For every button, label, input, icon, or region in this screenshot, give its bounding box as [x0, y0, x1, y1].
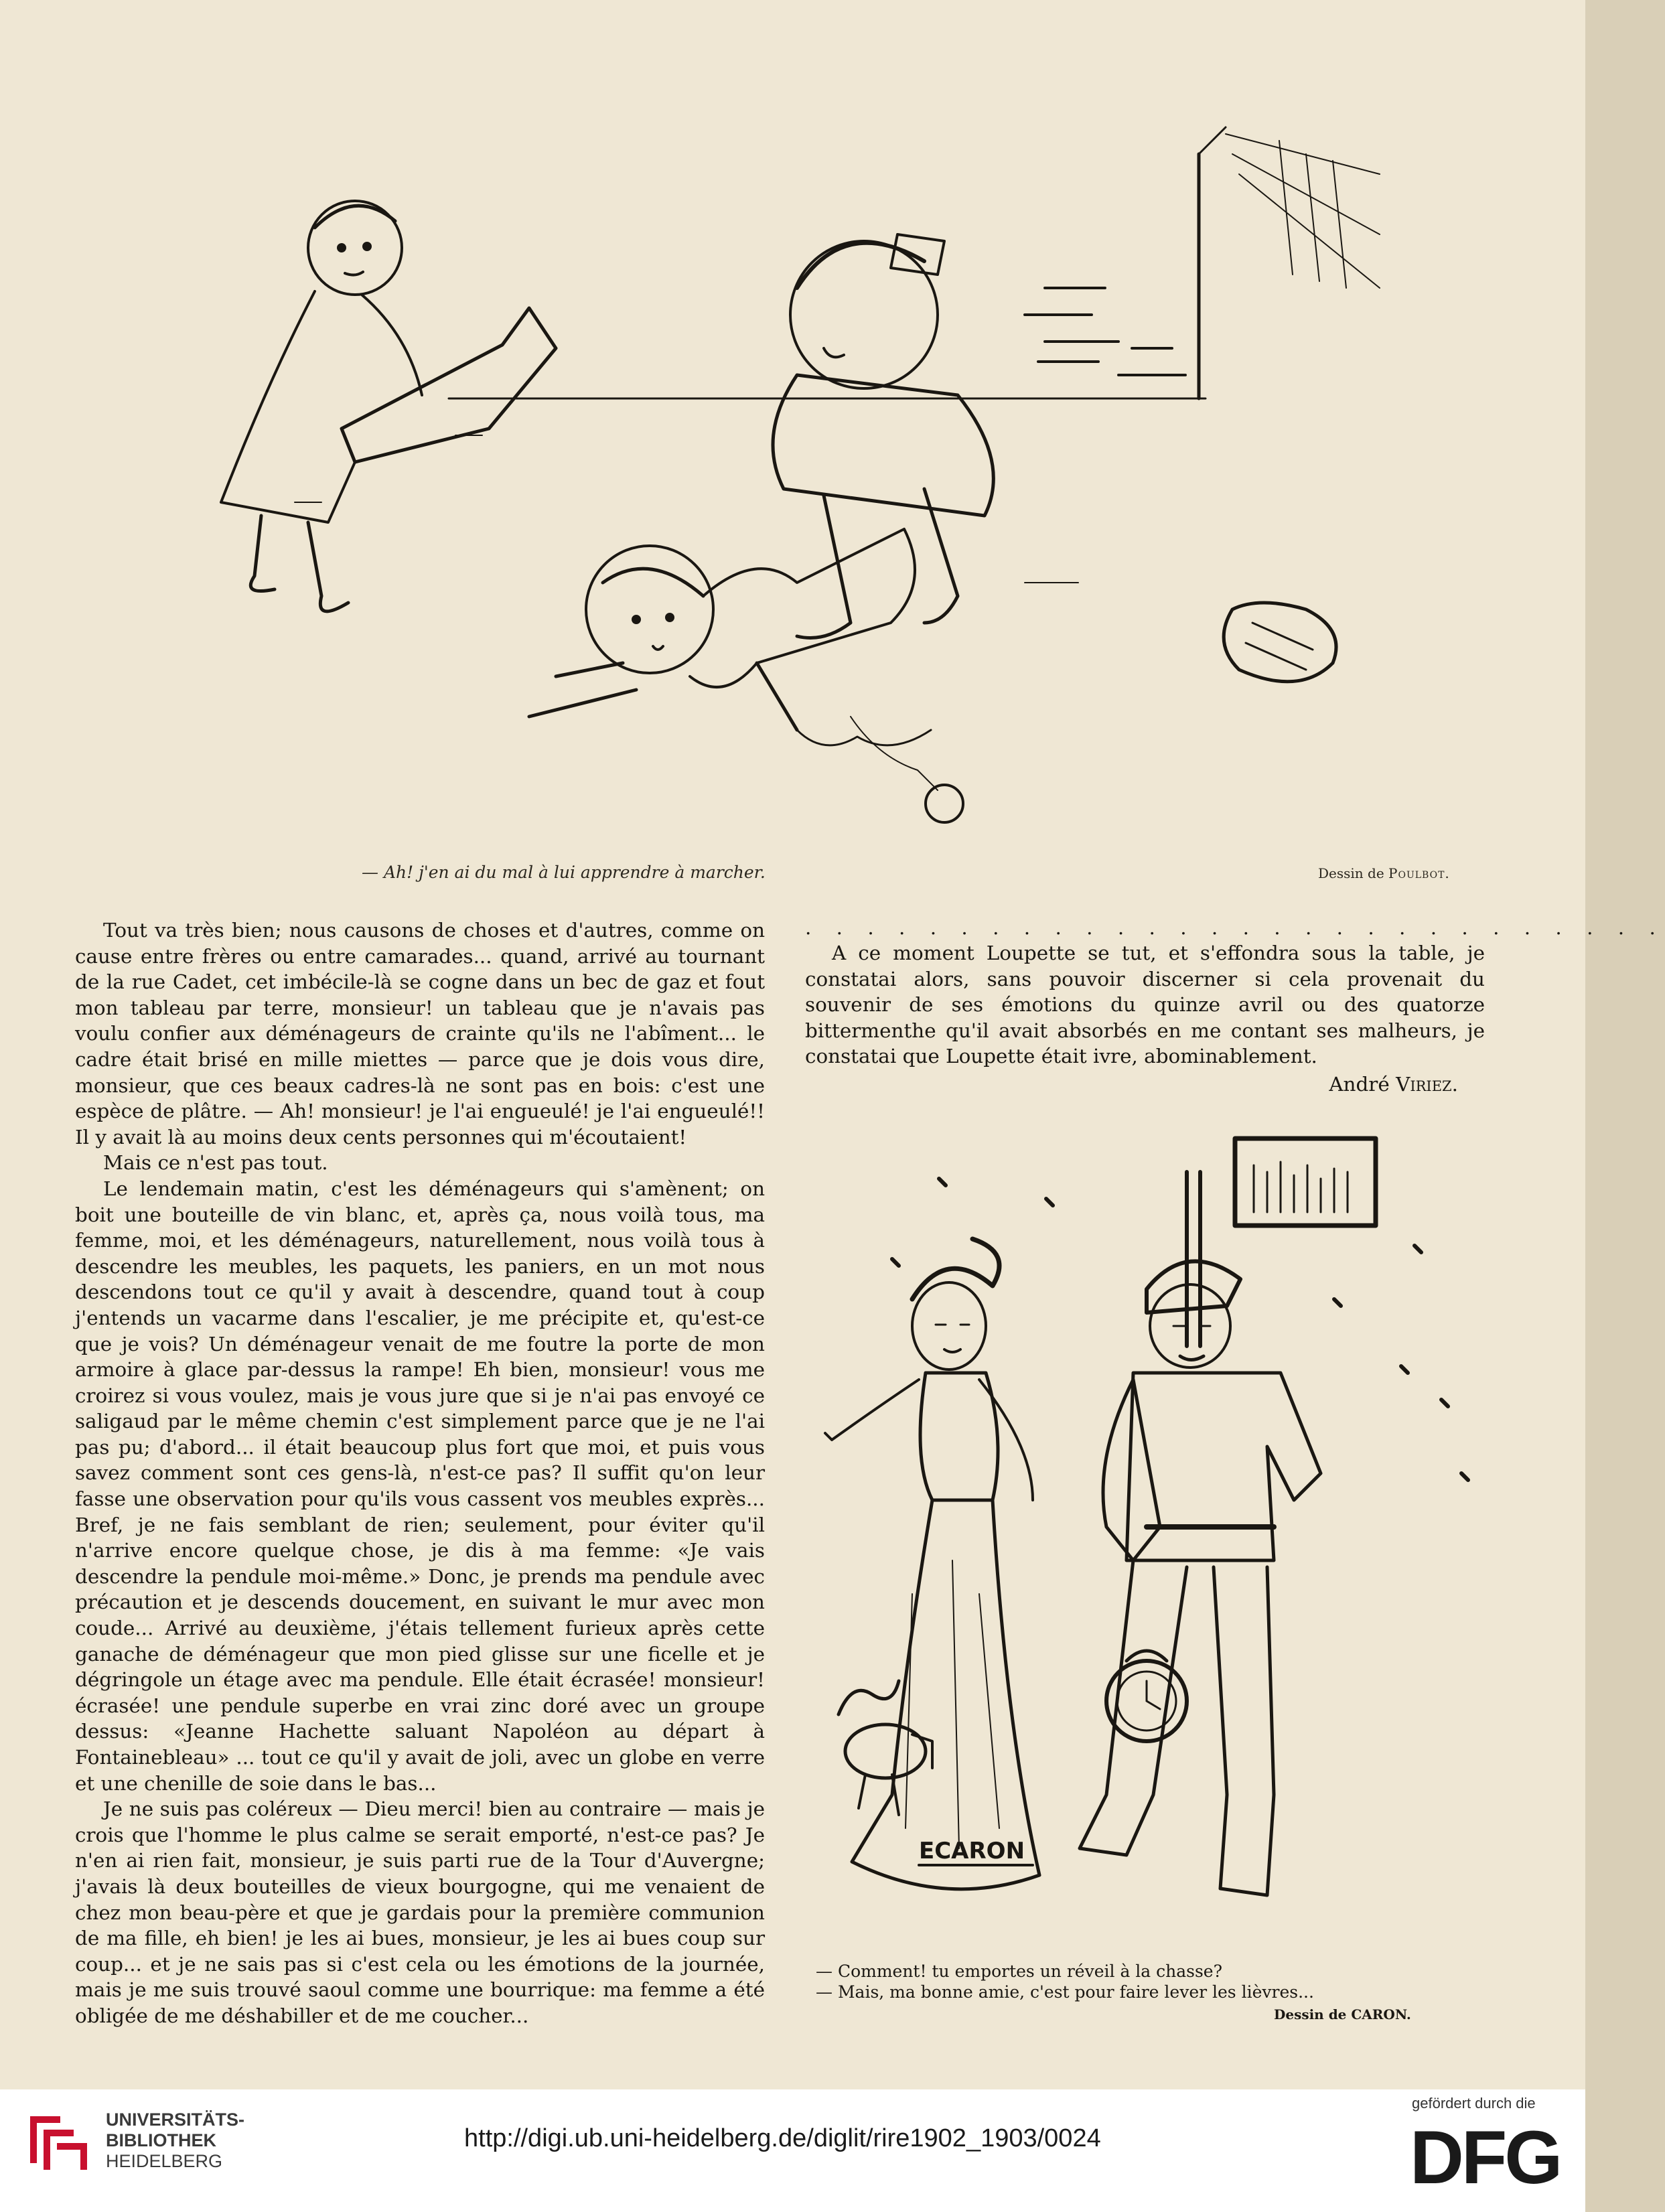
source-url-link[interactable]: http://digi.ub.uni-heidelberg.de/diglit/rire1902_1903/0024 [464, 2124, 1101, 2152]
dfg-logo [1410, 2116, 1564, 2199]
paragraph: Tout va très bien; nous causons de choses et d'autres, comme on cause entre frères ou entre camarades... quand, arrivé au tournant de la rue Cadet, cet imbécile-là se cogne dans un bec de gaz et fout mon tableau par terre, monsieur! un tableau que je n'avais pas voulu confier aux déménageurs de crainte qu'ils ne l'abîment... le cadre était brisé en mille miettes — parce que je dois vous dire, monsieur, que ces beaux cadres-là ne sont pas en bois: c'est une espèce de plâtre. — Ah! monsieur! je l'ai engueulé! je l'ai engueulé!! Il y avait là au moins deux cents personnes qui m'écoutaient! [75, 919, 765, 1149]
ellipsis-row: . . . . . . . . . . . . . . . . . . . . . . . . . . . . [805, 916, 1665, 939]
top-credit [1318, 865, 1450, 881]
library-line: UNIVERSITÄTS- [106, 2110, 245, 2130]
paragraph: Le lendemain matin, c'est les déménageurs qui s'amènent; on boit une bouteille de vin blanc, et, après ça, nous voilà tous, ma femme, moi, et les déménageurs, naturellement, nous voilà tous à descendre les meubles, les paquets, les paniers, en un mot nous descendons tout ce qu'il y avait à descendre, quand tout à coup j'entends un vacarme dans l'escalier, je me précipite et, qu'est-ce que je vois? Un déménageur venait de me foutre la porte de mon armoire à glace par-dessus la rampe! Eh bien, monsieur! vous me croirez si vous voulez, mais je vous jure que si je n'ai pas envoyé ce saligaud par le même chemin c'est simplement parce que je ne l'ai pas pu; d'abord... il était beaucoup plus fort que moi, et puis vous savez comment sont ces gens-là, n'est-ce pas? Il suffit qu'on leur fasse une observation pour qu'ils vous cassent vos meubles exprès... Bref, je ne fais semblant de rien; seulement, pour éviter qu'il n'arrive encore quelque chose, je dis à ma femme: «Je vais descendre la pendule moi-même.» Donc, je prends ma pendule avec précaution et je descends doucement, en suivant le mur avec mon coude... Arrivé au deuxième, j'étais tellement furieux après cette ganache de déménageur que mon pied glisse sur une ficelle et je dégringole un étage avec ma pendule. Elle était écrasée! monsieur! écrasée! une pendule superbe en vrai zinc doré avec un groupe dessus: «Jeanne Hachette saluant Napoléon au départ à Fontainebleau» ... tout ce qu'il y avait de joli, avec un globe en verre et une chenille de soie dans le bas... [75, 1177, 765, 1795]
top-caption: — Ah! j'en ai du mal à lui apprendre à marcher. [362, 863, 766, 882]
caption-line: — Mais, ma bonne amie, c'est pour faire lever les lièvres... [816, 1982, 1314, 2002]
library-name [106, 2110, 244, 2172]
artist-signature: ECARON [919, 1838, 1025, 1864]
author-first-name: André [1329, 1073, 1390, 1096]
caption-line: — Comment! tu emportes un réveil à la chasse? [816, 1962, 1223, 1981]
bottom-credit: Dessin de CARON. [1274, 2006, 1411, 2022]
sponsor-text: gefördert durch die [1412, 2095, 1536, 2112]
author-signature [805, 1072, 1485, 1097]
library-line: BIBLIOTHEK [106, 2130, 216, 2150]
paragraph: Je ne suis pas coléreux — Dieu merci! bien au contraire — mais je crois que l'homme le plus calme se serait emporté, n'est-ce pas? Je n'en ai rien fait, monsieur, je suis parti rue de la Tour d'Auvergne; j'avais là deux bouteilles de vieux bourgogne, qui me venaient de chez mon beau-père et que je gardais pour la première communion de ma fille, eh bien! je les ai bues, monsieur, je les ai bues coup sur coup... et je ne sais pas si c'est cela ou les émotions de la journée, mais je me suis trouvé saoul comme une bourrique: ma femme a été obligée de me déshabiller et de me coucher... [75, 1797, 765, 2027]
top-illustration [154, 114, 1467, 864]
library-line: HEIDELBERG [106, 2151, 223, 2171]
left-column-text [75, 917, 765, 2029]
bottom-caption [816, 1961, 1486, 2002]
dfg-logo-text: DFG [1410, 2116, 1561, 2199]
top-credit-artist: Poulbot. [1388, 865, 1450, 881]
author-last-name: Viriez. [1396, 1073, 1458, 1096]
paragraph: A ce moment Loupette se tut, et s'effondra sous la table, je constatai alors, sans pouvoir discerner si cela provenait du souvenir de ses émotions du quinze avril ou des quatorze bittermenthe qu'il avait absorbés en me contant ses malheurs, je constatai que Loupette était ivre, abominablement. [805, 942, 1485, 1068]
university-logo-icon [20, 2103, 94, 2177]
paragraph: Mais ce n'est pas tout. [103, 1151, 328, 1175]
right-column-text [805, 915, 1665, 1098]
bottom-illustration [812, 1125, 1488, 1949]
top-credit-prefix: Dessin de [1318, 865, 1384, 881]
